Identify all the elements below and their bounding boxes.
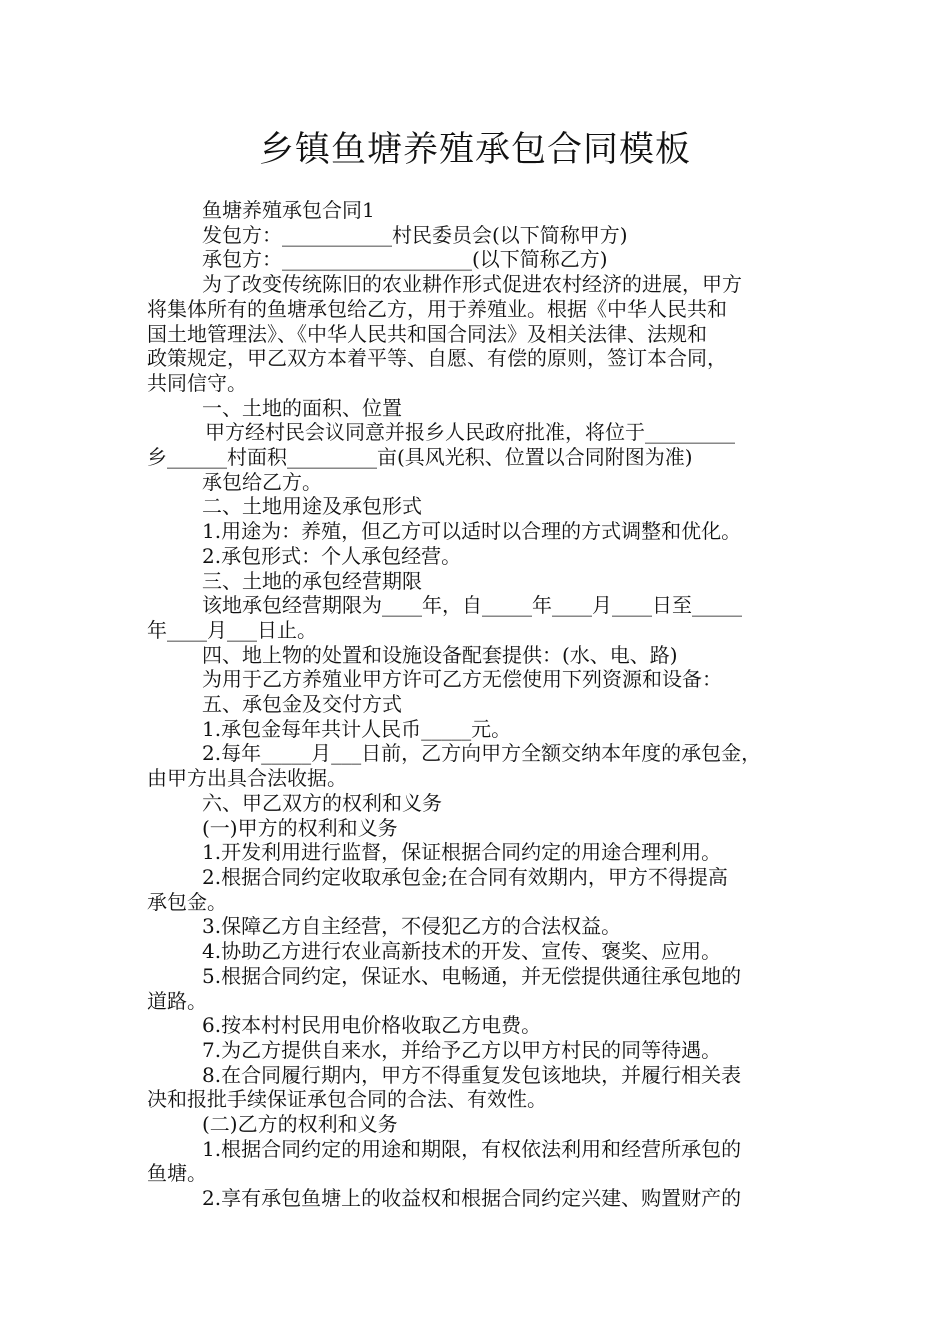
clause-line: 8.在合同履行期内，甲方不得重复发包该地块，并履行相关表 (202, 1062, 742, 1087)
paragraph-line: 年____月___日止。 (147, 617, 317, 642)
clause-line: 1.开发利用进行监督，保证根据合同约定的用途合理利用。 (202, 840, 722, 865)
clause-line: 道路。 (147, 988, 207, 1013)
clause-line: 7.为乙方提供自来水，并给予乙方以甲方村民的同等待遇。 (202, 1037, 722, 1062)
clause-line: 6.按本村村民用电价格收取乙方电费。 (202, 1013, 542, 1038)
paragraph-line: 为用于乙方养殖业甲方许可乙方无偿使用下列资源和设备： (202, 667, 722, 692)
clause-line: 决和报批手续保证承包合同的合法、有效性。 (147, 1087, 547, 1112)
paragraph-line: 承包给乙方。 (202, 469, 322, 494)
clause-line: 4.协助乙方进行农业高新技术的开发、宣传、褒奖、应用。 (202, 939, 722, 964)
clause-line: 2.每年_____月___日前，乙方向甲方全额交纳本年度的承包金， (202, 741, 762, 766)
clause-line: 2.根据合同约定收取承包金;在合同有效期内，甲方不得提高 (202, 864, 728, 889)
subsection-heading: (一)甲方的权利和义务 (202, 815, 398, 840)
paragraph-line: 国土地管理法》、《中华人民共和国合同法》及相关法律、法规和 (147, 321, 707, 346)
clause-line: 5.根据合同约定，保证水、电畅通，并无偿提供通往承包地的 (202, 963, 742, 988)
clause-line: 1.根据合同约定的用途和期限，有权依法利用和经营所承包的 (202, 1136, 742, 1161)
subsection-heading: (二)乙方的权利和义务 (202, 1112, 398, 1137)
document-body (147, 198, 822, 1211)
clause-line: 由甲方出具合法收据。 (147, 766, 347, 791)
clause-line: 3.保障乙方自主经营，不侵犯乙方的合法权益。 (202, 914, 622, 939)
paragraph-line: 该地承包经营期限为____年，自_____年____月____日至_____ (202, 593, 742, 618)
paragraph-line: 共同信守。 (147, 370, 247, 395)
section-heading: 二、土地用途及承包形式 (202, 494, 422, 519)
clause-line: 1.用途为：养殖，但乙方可以适时以合理的方式调整和优化。 (202, 519, 742, 544)
section-heading: 六、甲乙双方的权利和义务 (202, 790, 442, 815)
paragraph-line: 将集体所有的鱼塘承包给乙方，用于养殖业。根据《中华人民共和 (147, 296, 727, 321)
section-heading: 一、土地的面积、位置 (202, 395, 402, 420)
party-b-line: 承包方：___________________(以下简称乙方) (202, 247, 608, 272)
paragraph-line: 乡______村面积_________亩(具风光积、位置以合同附图为准) (147, 445, 693, 470)
document-title: 乡镇鱼塘养殖承包合同模板 (258, 130, 691, 170)
paragraph-line: 为了改变传统陈旧的农业耕作形式促进农村经济的进展，甲方 (202, 272, 742, 297)
clause-line: 承包金。 (147, 889, 227, 914)
paragraph-line: 政策规定，甲乙双方本着平等、自愿、有偿的原则，签订本合同， (147, 346, 727, 371)
paragraph-line: 甲方经村民会议同意并报乡人民政府批准，将位于_________ (205, 420, 735, 445)
clause-line: 1.承包金每年共计人民币_____元。 (202, 716, 512, 741)
section-heading: 三、土地的承包经营期限 (202, 568, 422, 593)
section-heading: 五、承包金及交付方式 (202, 692, 402, 717)
clause-line: 2.承包形式：个人承包经营。 (202, 543, 462, 568)
section-heading: 鱼塘养殖承包合同1 (202, 198, 375, 222)
clause-line: 2.享有承包鱼塘上的收益权和根据合同约定兴建、购置财产的 (202, 1186, 742, 1211)
section-heading: 四、地上物的处置和设施设备配套提供：(水、电、路) (202, 642, 678, 667)
party-a-line: 发包方：___________村民委员会(以下简称甲方) (202, 222, 628, 247)
clause-line: 鱼塘。 (147, 1161, 207, 1186)
